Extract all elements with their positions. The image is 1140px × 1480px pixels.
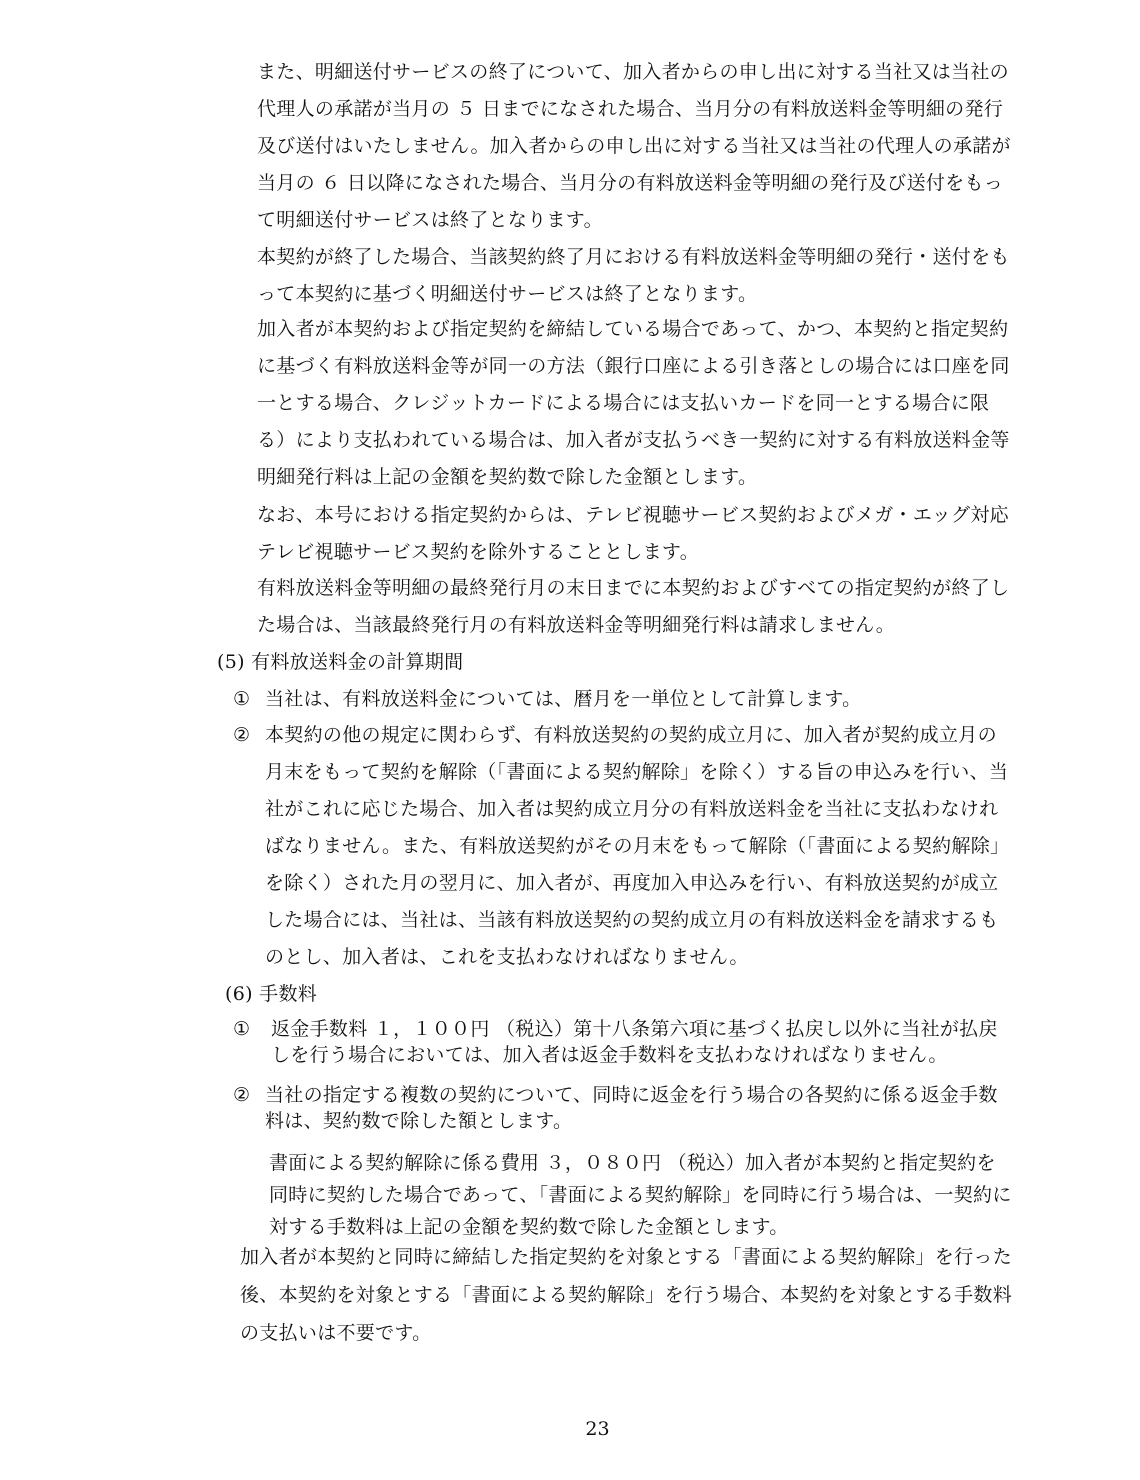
text-line: のとし、加入者は、これを支払わなければなりません。 <box>265 946 749 968</box>
circled-number-1: ① <box>233 688 251 710</box>
page-number: 23 <box>585 1418 610 1440</box>
section-6-item-2 <box>265 1082 998 1134</box>
text-line: に基づく有料放送料金等が同一の方法（銀行口座による引き落としの場合には口座を同 <box>257 355 1010 377</box>
text-line: 書面による契約解除に係る費用 ３，０８０円 （税込）加入者が本契約と指定契約を <box>269 1152 996 1174</box>
text-line: 返金手数料 １，１００円 （税込）第十八条第六項に基づく払戻し以外に当社が払戻 <box>271 1018 998 1040</box>
section-6-written-cancellation-fee <box>269 1147 1012 1243</box>
text-line: 当社の指定する複数の契約について、同時に返金を行う場合の各契約に係る返金手数 <box>265 1084 998 1106</box>
paragraph-final-issue <box>257 570 1009 644</box>
paragraph-service-end-notice <box>257 54 1011 239</box>
text-line: 対する手数料は上記の金額を契約数で除した金額とします。 <box>269 1216 789 1238</box>
text-line: を除く）された月の翌月に、加入者が、再度加入申込みを行い、有料放送契約が成立 <box>265 872 999 894</box>
text-line: また、明細送付サービスの終了について、加入者からの申し出に対する当社又は当社の <box>257 61 1009 83</box>
text-line: 同時に契約した場合であって、「書面による契約解除」を同時に行う場合は、一契約に <box>269 1184 1012 1206</box>
text-line: 一とする場合、クレジットカードによる場合には支払いカードを同一とする場合に限 <box>257 392 990 414</box>
text-line: って本契約に基づく明細送付サービスは終了となります。 <box>257 283 758 305</box>
text-line: した場合には、当社は、当該有料放送契約の契約成立月の有料放送料金を請求するも <box>265 909 999 931</box>
text-line: しを行う場合においては、加入者は返金手数料を支払わなければなりません。 <box>271 1044 948 1066</box>
text-line: 加入者が本契約および指定契約を締結している場合であって、かつ、本契約と指定契約 <box>257 318 1009 340</box>
text-line: ばなりません。また、有料放送契約がその月末をもって解除（「書面による契約解除」 <box>265 835 1010 857</box>
text-line: る）により支払われている場合は、加入者が支払うべき一契約に対する有料放送料金等 <box>257 429 1010 451</box>
text-line: 有料放送料金等明細の最終発行月の末日までに本契約およびすべての指定契約が終了し <box>257 577 1010 599</box>
section-6-item-2-mark <box>233 1082 250 1108</box>
section-6-heading: (6) 手数料 <box>225 983 318 1005</box>
paragraph-closing <box>240 1238 1012 1352</box>
text-line: テレビ視聴サービス契約を除外することとします。 <box>257 541 700 563</box>
text-line: 社がこれに応じた場合、加入者は契約成立月分の有料放送料金を当社に支払わなけれ <box>265 798 999 820</box>
text-line: 後、本契約を対象とする「書面による契約解除」を行う場合、本契約を対象とする手数料 <box>240 1284 1013 1306</box>
text-line: 明細発行料は上記の金額を契約数で除した金額とします。 <box>257 466 758 488</box>
text-line: 料は、契約数で除した額とします。 <box>265 1110 573 1132</box>
text-line: 月末をもって契約を解除（「書面による契約解除」を除く）する旨の申込みを行い、当 <box>265 761 1009 783</box>
circled-number-1: ① <box>233 1018 251 1040</box>
paragraph-designated-contract-fee <box>257 311 1010 496</box>
circled-number-2: ② <box>233 724 251 746</box>
section-5-item-2 <box>265 717 1009 976</box>
text-line: 本契約の他の規定に関わらず、有料放送契約の契約成立月に、加入者が契約成立月の <box>265 724 997 746</box>
section-5-item-1 <box>233 681 861 718</box>
section-6-item-1 <box>271 1016 998 1068</box>
text-line: なお、本号における指定契約からは、テレビ視聴サービス契約およびメガ・エッグ対応 <box>257 504 1009 526</box>
text-line: 当社は、有料放送料金については、暦月を一単位として計算します。 <box>265 688 862 710</box>
text-line: 加入者が本契約と同時に締結した指定契約を対象とする「書面による契約解除」を行った <box>240 1246 1013 1268</box>
text-line: 代理人の承諾が当月の ５ 日までになされた場合、当月分の有料放送料金等明細の発行 <box>257 98 1004 120</box>
circled-number-2: ② <box>233 1084 251 1106</box>
paragraph-exclusion <box>257 497 1009 571</box>
paragraph-contract-end <box>257 239 1010 313</box>
text-line: て明細送付サービスは終了となります。 <box>257 209 603 231</box>
text-line: た場合は、当該最終発行月の有料放送料金等明細発行料は請求しません。 <box>257 614 896 636</box>
section-6-item-1-mark <box>233 1016 250 1042</box>
section-5-heading: (5) 有料放送料金の計算期間 <box>217 651 464 673</box>
text-line: 本契約が終了した場合、当該契約終了月における有料放送料金等明細の発行・送付をも <box>257 246 1010 268</box>
text-line: 当月の ６ 日以降になされた場合、当月分の有料放送料金等明細の発行及び送付をもっ <box>257 172 1004 194</box>
text-line: 及び送付はいたしません。加入者からの申し出に対する当社又は当社の代理人の承諾が <box>257 135 1011 157</box>
section-5-item-2-mark <box>233 717 250 754</box>
text-line: の支払いは不要です。 <box>240 1322 432 1344</box>
